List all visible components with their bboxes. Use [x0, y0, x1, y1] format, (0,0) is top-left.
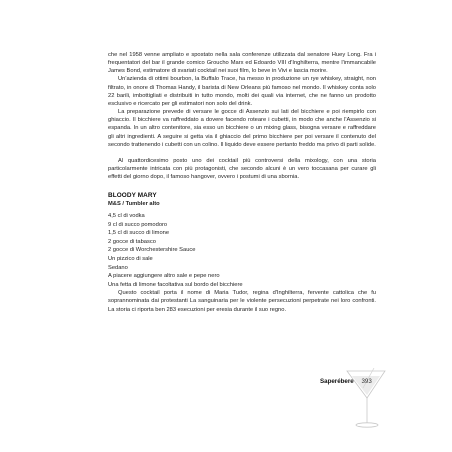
ingredient-list — [108, 212, 376, 289]
recipe-subtitle: M&S / Tumbler alto — [108, 201, 160, 208]
paragraph-1: che nel 1958 venne ampliato e spostato nella sala conferenze utilizzata dal senatore Huey Long. Fra i frequentatori del bar il grande comico Groucho Marx ed Edoardo VIII d'Inghilterra, mentre l'immancabile James Bond, estimatore di svariati cocktail nei suoi film, lo beve in Vivi e lascia morire. — [108, 52, 376, 75]
paragraph-gap — [108, 149, 376, 157]
ingredient-item: Una fetta di limone facoltativa sul bordo del bicchiere — [108, 281, 243, 288]
ingredient-item: 1,5 cl di succo di limone — [108, 230, 170, 237]
page-number: 393 — [361, 378, 372, 385]
ingredient-item: Sedano — [108, 264, 128, 271]
footer-brand: Saperébere — [320, 378, 354, 385]
page-footer — [320, 378, 372, 386]
recipe-title: BLOODY MARY — [108, 192, 157, 200]
paragraph-2: Un'azienda di ottimi bourbon, la Buffalo Trace, ha messo in produzione un rye whiskey, straight, non filtrato, in onore di Thomas Handy, il barista di New Orleans più famoso nel mondo. Il whiskey conta solo 22 barili, imbottigliati e distribuiti in tutto mondo, molti dei quali via internet, che ne fanno un prodotto esclusivo e ricercato per gli estimatori non solo del drink. — [108, 76, 376, 107]
paragraph-4: Al quattordicesimo posto uno dei cocktail più controversi della mixology, con una storia particolarmente intricata con più protagonisti, che secondo alcuni è un vero toccasana per curare gli effetti del giorno dopo, il famoso hangover, ovvero i postumi di una sbornia. — [108, 157, 376, 181]
ingredient-item: 9 cl di succo pomodoro — [108, 221, 168, 228]
ingredient-item: Un pizzico di sale — [108, 255, 153, 262]
ingredient-item: 2 gocce di Worchestershire Sauce — [108, 247, 196, 254]
ingredient-item: 2 gocce di tabasco — [108, 238, 156, 245]
paragraph-3: La preparazione prevede di versare le gocce di Assenzio sui lati del bicchiere e poi riempirlo con ghiaccio. Il bicchiere va raffreddato a dovere facendo roteare i cubetti, in modo che anche l'Assenzio si espanda. In un altro contenitore, sia esso un bicchiere o un mixing glass, bisogna versare e raffreddare gli altri ingredienti. A seguire si getta via il ghiaccio del primo bicchiere per poi versare il contenuto del secondo trattenendo i cubetti con un colino. Il liquido deve essere pertanto freddo ma privo di parti solide. — [108, 109, 376, 148]
closing-paragraph: Questo cocktail porta il nome di Maria Tudor, regina d'Inghilterra, fervente cattolica che fu soprannominata dai protestanti La sanguinaria per le violente persecuzioni perpetrate nei loro confronti. La storia ci riporta ben 283 esecuzioni per eresia durante il suo regno. — [108, 290, 376, 313]
recipe-box — [108, 191, 376, 289]
ingredient-item: A piacere aggiungere altro sale e pepe nero — [108, 273, 220, 280]
ingredient-item: 4,5 cl di vodka — [108, 212, 145, 219]
body-text-column — [108, 51, 376, 314]
